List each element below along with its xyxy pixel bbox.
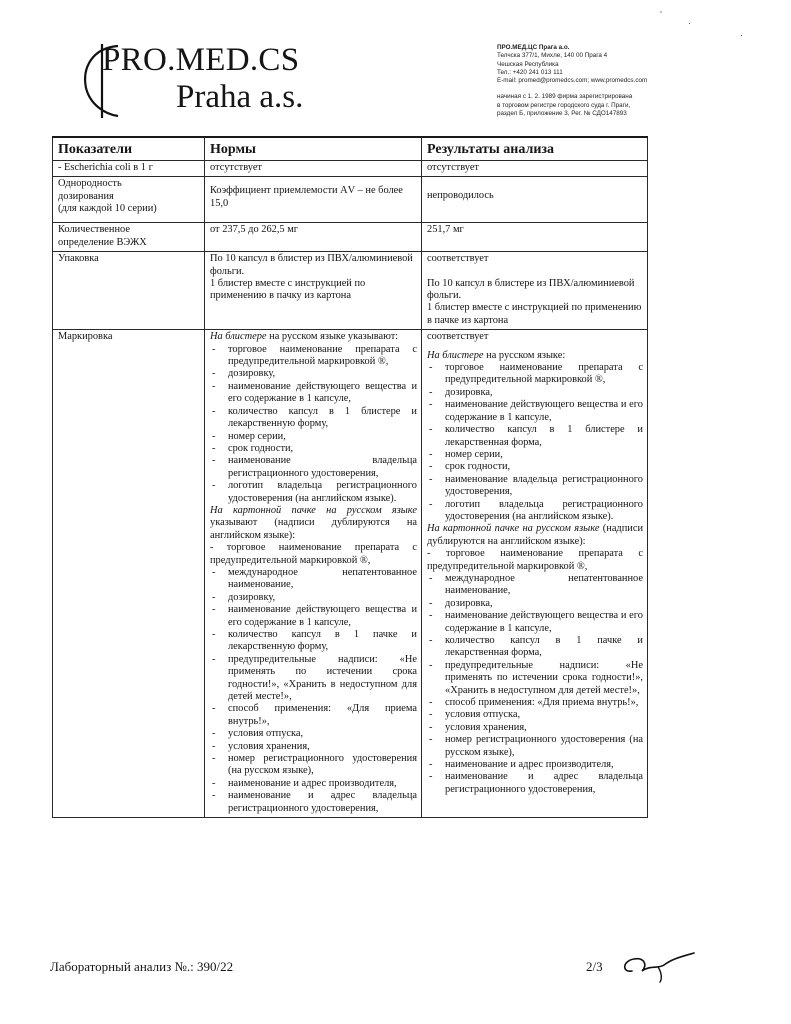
blister-lead-italic: На блистере: [427, 349, 484, 361]
list-item: - наименование и адрес владельца регистрационного удостоверения,: [427, 771, 643, 796]
blister-lead: [210, 331, 417, 343]
row-name: [53, 223, 205, 252]
row-name-line: (для каждой 10 серии): [58, 203, 157, 215]
row-name-line: Количественное: [58, 224, 130, 236]
registration-line: раздел Б, приложение 3, Рег. № СДО147893: [497, 110, 627, 118]
list-item: - срок годности,: [427, 461, 643, 473]
blister-lead-rest: на русском языке указывают:: [266, 331, 399, 343]
carton-lead-italic: На картонной пачке на русском языке: [210, 504, 417, 516]
table-row-packaging: [53, 252, 648, 330]
list-item: - наименование владельца регистрационного удостоверения,: [210, 455, 417, 480]
blister-lead-italic: На блистере: [210, 331, 267, 343]
list-item: - срок годности,: [210, 443, 417, 455]
row-norm: от 237,5 до 262,5 мг: [205, 223, 422, 252]
row-result: непроводилось: [427, 190, 494, 202]
row-name-line: определение ВЭЖХ: [58, 236, 147, 248]
list-item: - предупредительные надписи: «Не применять по истечении срока годности!», «Хранить в недоступном для детей месте!»,: [427, 660, 643, 697]
result-blister-list: [427, 362, 643, 523]
list-item: - способ применения: «Для приема внутрь!»,: [210, 703, 417, 728]
list-item: - условия отпуска,: [210, 728, 417, 740]
result-carton-list: [427, 573, 643, 796]
carton-lead-italic: На картонной пачке на русском языке: [427, 523, 600, 535]
list-item: - наименование и адрес производителя,: [427, 759, 643, 771]
list-item: - номер серии,: [427, 449, 643, 461]
list-item: - дозировка,: [427, 598, 643, 610]
signature-mark: [618, 947, 698, 983]
list-item: - наименование действующего вещества и его содержание в 1 капсуле,: [210, 381, 417, 406]
list-item: - дозировку,: [210, 368, 417, 380]
carton-first-item: - торговое наименование препарата с предупредительной маркировкой ®,: [210, 542, 417, 566]
list-item: - количество капсул в 1 пачке и лекарственная форма,: [427, 635, 643, 660]
list-item: - способ применения: «Для приема внутрь!»,: [427, 697, 643, 709]
list-item: - наименование и адрес владельца регистрационного удостоверения,: [210, 790, 417, 815]
table-row-uniformity: [53, 177, 648, 223]
table-row-ecoli: [53, 161, 648, 177]
blister-lead: [427, 350, 643, 362]
table-row-marking: [53, 330, 648, 818]
row-result: 251,7 мг: [422, 223, 648, 252]
list-item: - наименование владельца регистрационного удостоверения,: [427, 474, 643, 499]
marking-result-cell: [422, 330, 648, 818]
row-name: [53, 177, 205, 223]
row-name: Упаковка: [53, 252, 205, 330]
result-status: соответствует: [427, 331, 489, 343]
table-row-quantitative: [53, 223, 648, 252]
row-norm: Коэффициент приемлемости АV – не более 15,0: [210, 185, 403, 209]
list-item: - количество капсул в 1 блистере и лекарственную форму,: [210, 406, 417, 431]
row-name: Маркировка: [53, 330, 205, 818]
carton-lead: [427, 523, 643, 548]
norm-text: 1 блистер вместе с инструкцией по применению в пачку из картона: [210, 278, 366, 302]
analysis-table: [52, 136, 648, 818]
carton-lead: [210, 505, 417, 542]
logo-text-praha: Praha a.s.: [176, 79, 304, 115]
carton-first-item: - торговое наименование препарата с предупредительной маркировкой ®,: [427, 548, 643, 572]
lab-analysis-number: Лабораторный анализ №.: 390/22: [50, 959, 234, 974]
header-results: Результаты анализа: [422, 137, 648, 161]
carton-lead-rest: указывают (надписи дублируются на английском языке):: [210, 517, 417, 541]
blister-lead-rest: на русском языке:: [483, 349, 566, 361]
registration-line: начиная с 1. 2. 1989 фирма зарегистрирована: [497, 93, 633, 101]
result-status: соответствует: [427, 253, 489, 265]
list-item: - количество капсул в 1 пачке и лекарственную форму,: [210, 629, 417, 654]
norm-blister-list: [210, 344, 417, 505]
scan-speck: ·: [688, 18, 691, 28]
result-text: По 10 капсул в блистере из ПВХ/алюминиевой фольги.: [427, 277, 635, 302]
norm-carton-list: [210, 567, 417, 815]
scan-speck: ʼ: [660, 10, 662, 20]
result-text: 1 блистер вместе с инструкцией по применению в пачке из картона: [427, 302, 642, 326]
logo-text-promedcs: PRO.MED.CS: [102, 42, 300, 78]
list-item: - наименование действующего вещества и его содержание в 1 капсуле,: [210, 604, 417, 629]
company-line: ПРО.МЕД.ЦС Прага а.о.: [497, 44, 570, 51]
list-item: - номер регистрационного удостоверения (на русском языке),: [210, 753, 417, 778]
list-item: - логотип владельца регистрационного удостоверения (на английском языке).: [210, 480, 417, 505]
header-indicators: Показатели: [53, 137, 205, 161]
list-item: - условия хранения,: [427, 722, 643, 734]
list-item: - международное непатентованное наименование,: [427, 573, 643, 598]
list-item: - наименование и адрес производителя,: [210, 778, 417, 790]
scan-speck: ·: [740, 30, 743, 40]
page-number: 2/3: [586, 959, 603, 974]
list-item: - условия отпуска,: [427, 709, 643, 721]
list-item: - номер регистрационного удостоверения (на русском языке),: [427, 734, 643, 759]
company-line: Чешская Республика: [497, 60, 559, 68]
company-contact-block: [497, 44, 702, 118]
list-item: - наименование действующего вещества и его содержание в 1 капсуле,: [427, 610, 643, 635]
company-line: Телчска 377/1, Михле, 140 00 Прага 4: [497, 52, 608, 60]
list-item: - торговое наименование препарата с предупредительной маркировкой ®,: [427, 362, 643, 387]
marking-norm-cell: [205, 330, 422, 818]
list-item: - торговое наименование препарата с предупредительной маркировкой ®,: [210, 344, 417, 369]
list-item: - наименование действующего вещества и его содержание в 1 капсуле,: [427, 399, 643, 424]
company-line: E-mail: promed@promedcs.com; www.promedcs.com: [497, 77, 648, 85]
list-item: - предупредительные надписи: «Не применять по истечении срока годности!», «Хранить в недоступном для детей месте!»,: [210, 654, 417, 704]
registration-line: в торговом регистре городского суда г. Праги,: [497, 101, 631, 109]
row-result: отсутствует: [422, 161, 648, 177]
list-item: - международное непатентованное наименование,: [210, 567, 417, 592]
table-header-row: [53, 137, 648, 161]
list-item: - дозировку,: [210, 592, 417, 604]
header-norms: Нормы: [205, 137, 422, 161]
norm-text: По 10 капсул в блистер из ПВХ/алюминиевой фольги.: [210, 253, 413, 277]
company-line: Тел.: +420 241 013 111: [497, 68, 563, 76]
company-logo: [78, 40, 328, 120]
carton-lead-rest: (надписи дублируются на английском языке):: [427, 523, 644, 547]
row-norm: отсутствует: [205, 161, 422, 177]
list-item: - дозировка,: [427, 387, 643, 399]
row-name-line: Однородность: [58, 178, 122, 190]
row-name: - Escherichia coli в 1 г: [53, 161, 205, 177]
list-item: - количество капсул в 1 блистере и лекарственная форма,: [427, 424, 643, 449]
row-name-line: дозирования: [58, 190, 114, 202]
list-item: - условия хранения,: [210, 741, 417, 753]
list-item: - логотип владельца регистрационного удостоверения (на английском языке).: [427, 499, 643, 524]
list-item: - номер серии,: [210, 431, 417, 443]
